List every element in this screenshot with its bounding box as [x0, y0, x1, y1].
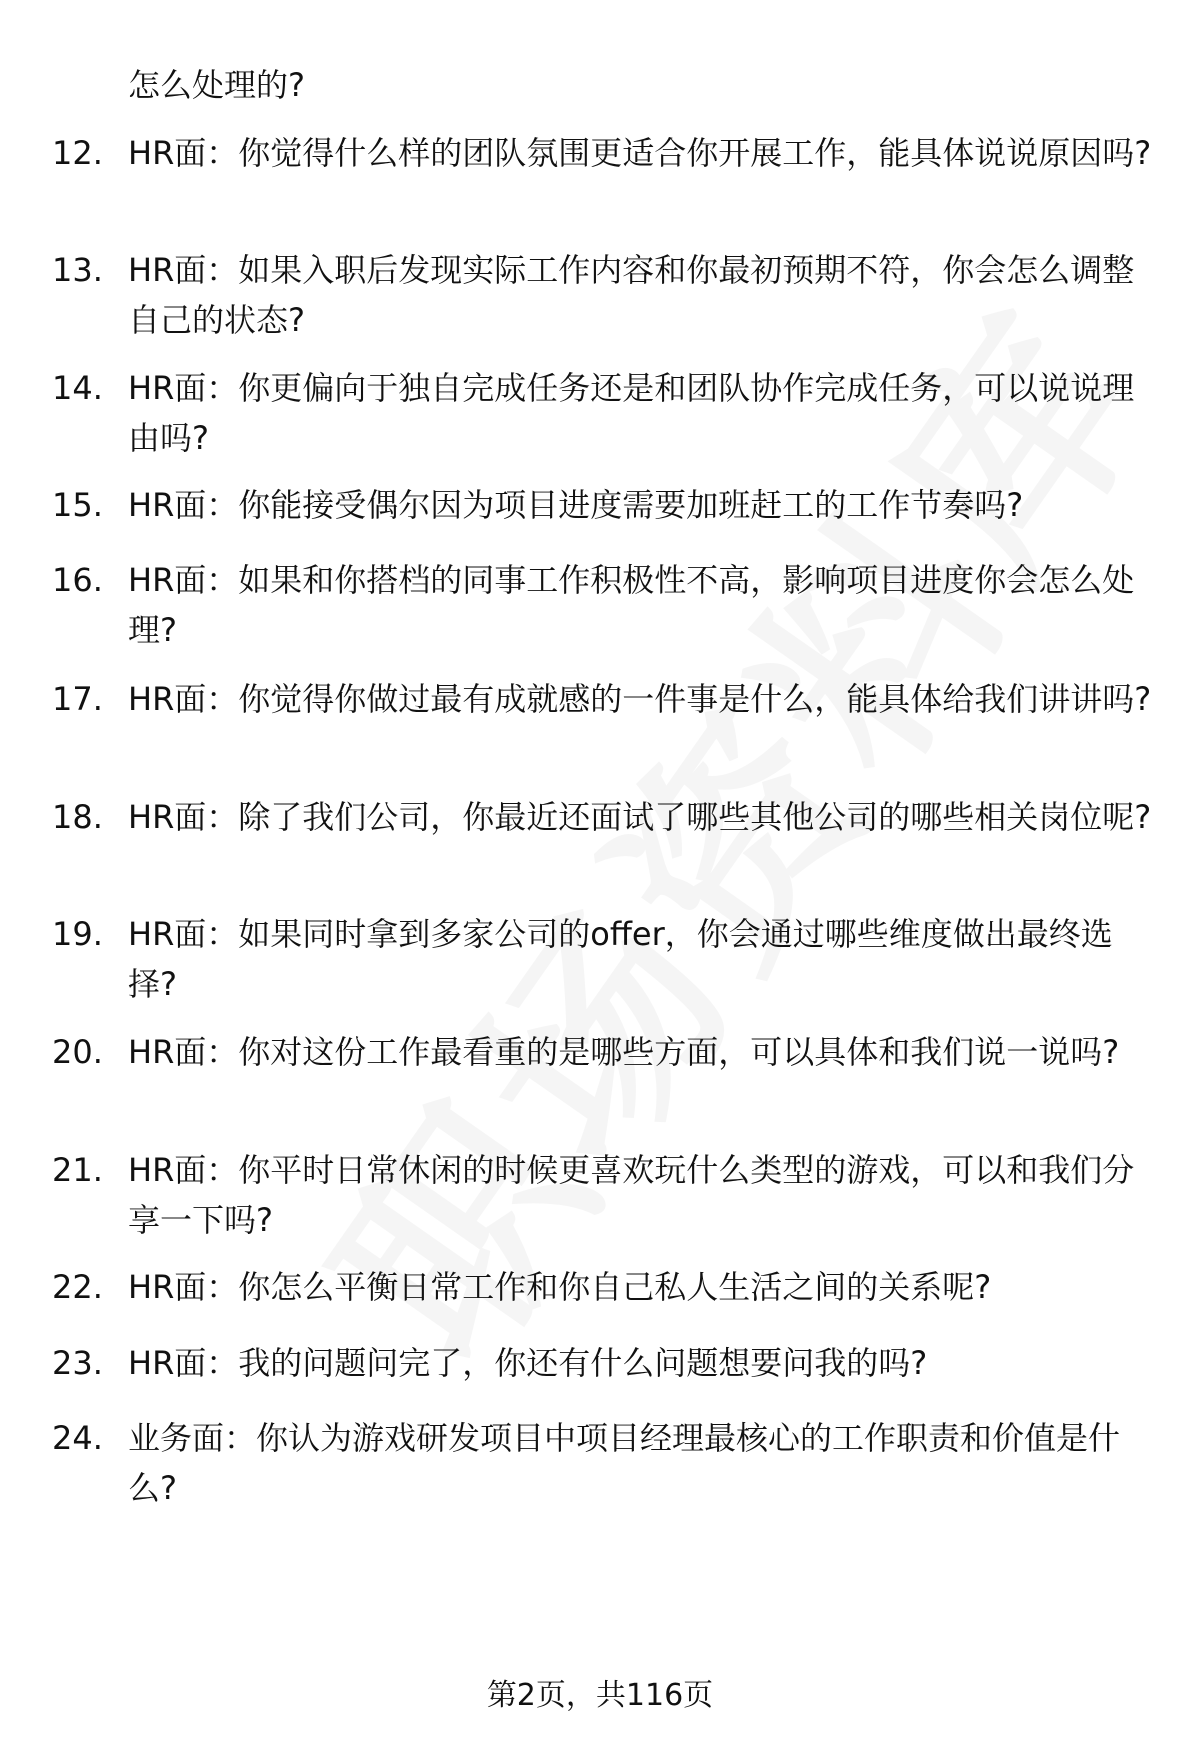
item-number: 18. [52, 798, 103, 836]
item-number: 16. [52, 561, 103, 599]
item-text: HR面：你更偏向于独自完成任务还是和团队协作完成任务，可以说说理由吗? [128, 369, 1135, 457]
item-text: HR面：你平时日常休闲的时候更喜欢玩什么类型的游戏，可以和我们分享一下吗? [128, 1151, 1135, 1239]
item-text: HR面：你怎么平衡日常工作和你自己私人生活之间的关系呢? [128, 1268, 992, 1306]
item-text: HR面：如果和你搭档的同事工作积极性不高，影响项目进度你会怎么处理? [128, 561, 1135, 649]
item-number: 14. [52, 369, 103, 407]
item-number: 23. [52, 1344, 103, 1382]
item-text: 业务面：你认为游戏研发项目中项目经理最核心的工作职责和价值是什么? [128, 1419, 1121, 1507]
item-number: 20. [52, 1033, 103, 1071]
item-text: HR面：如果同时拿到多家公司的offer，你会通过哪些维度做出最终选择? [128, 915, 1113, 1003]
item-text: HR面：除了我们公司，你最近还面试了哪些其他公司的哪些相关岗位呢? [128, 798, 1152, 836]
item-text: HR面：我的问题问完了，你还有什么问题想要问我的吗? [128, 1344, 928, 1382]
item-number: 13. [52, 251, 103, 289]
item-number: 17. [52, 680, 103, 718]
continuation-text: 怎么处理的? [128, 66, 305, 104]
item-number: 12. [52, 134, 103, 172]
item-text: HR面：你能接受偶尔因为项目进度需要加班赶工的工作节奏吗? [128, 486, 1024, 524]
item-number: 22. [52, 1268, 103, 1306]
page-footer: 第2页，共116页 [486, 1678, 714, 1713]
item-text: HR面：你觉得你做过最有成就感的一件事是什么，能具体给我们讲讲吗? [128, 680, 1152, 718]
item-number: 15. [52, 486, 103, 524]
item-text: HR面：你觉得什么样的团队氛围更适合你开展工作，能具体说说原因吗? [128, 134, 1152, 172]
item-text: HR面：你对这份工作最看重的是哪些方面，可以具体和我们说一说吗? [128, 1033, 1120, 1071]
item-text: HR面：如果入职后发现实际工作内容和你最初预期不符，你会怎么调整自己的状态? [128, 251, 1135, 339]
item-number: 21. [52, 1151, 103, 1189]
item-number: 24. [52, 1419, 103, 1457]
item-number: 19. [52, 915, 103, 953]
